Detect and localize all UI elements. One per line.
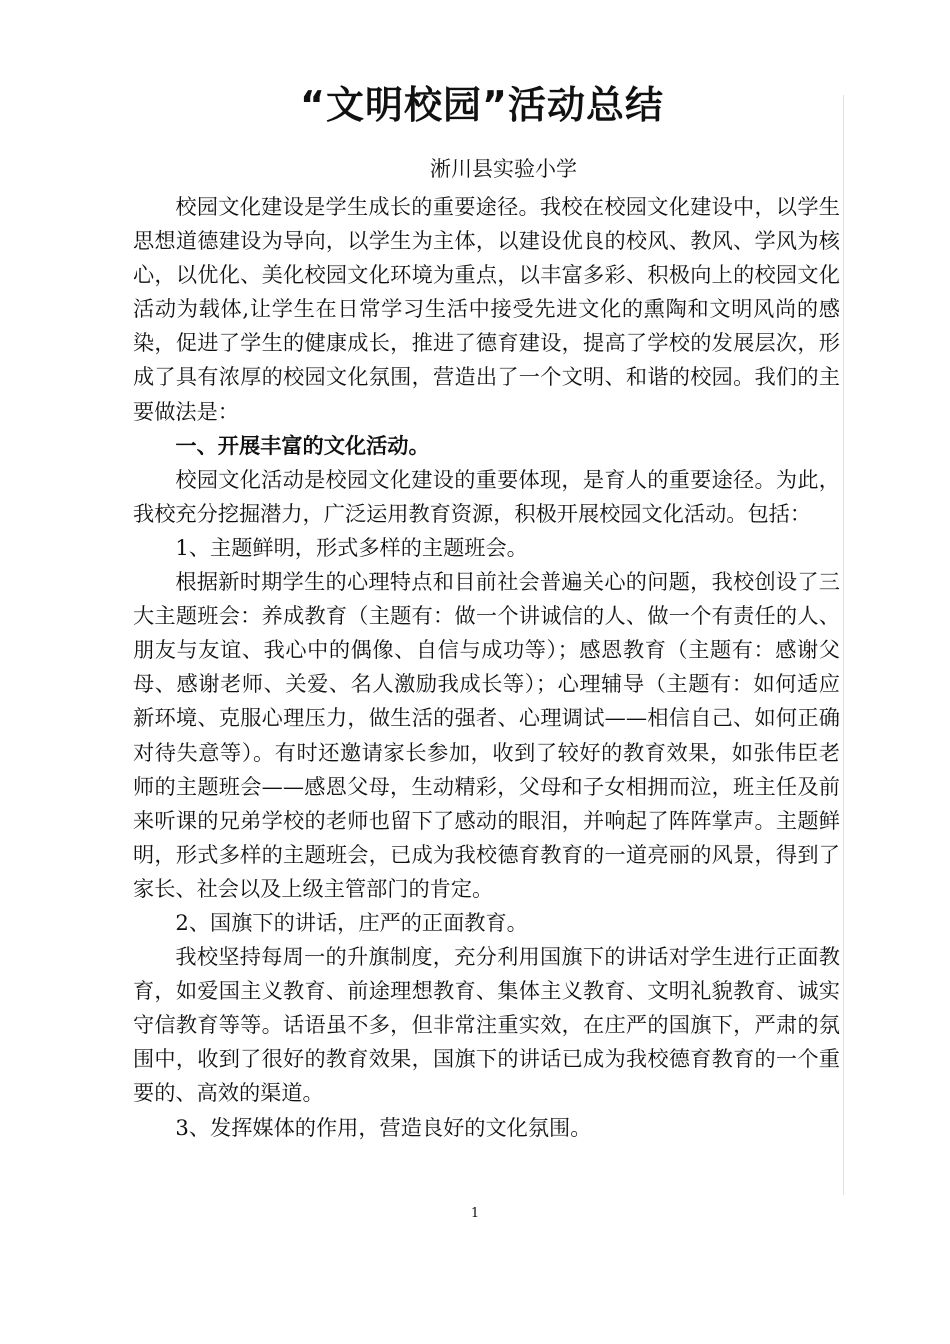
paragraph: 校园文化活动是校园文化建设的重要体现，是育人的重要途径。为此，我校充分挖掘潜力，广泛运用教育资源，积极开展校园文化活动。包括： — [133, 466, 840, 526]
page-number: 1 — [470, 1206, 480, 1221]
document-title: “文明校园”活动总结 — [300, 83, 664, 127]
subsection-heading: 2、国旗下的讲话，庄严的正面教育。 — [175, 909, 528, 935]
document-body — [133, 190, 840, 1145]
subsection-heading: 3、发挥媒体的作用，营造良好的文化氛围。 — [175, 1114, 592, 1140]
paragraph: 我校坚持每周一的升旗制度，充分利用国旗下的讲话对学生进行正面教育，如爱国主义教育、前途理想教育、集体主义教育、文明礼貌教育、诚实守信教育等等。话语虽不多，但非常注重实效，在庄严的国旗下，严肃的氛围中，收到了很好的教育效果，国旗下的讲话已成为我校德育教育的一个重要的、高效的渠道。 — [133, 944, 840, 1106]
page-margin-line — [843, 95, 844, 1195]
paragraph: 根据新时期学生的心理特点和目前社会普遍关心的问题，我校创设了三大主题班会：养成教育（主题有：做一个讲诚信的人、做一个有责任的人、朋友与友谊、我心中的偶像、自信与成功等）；感恩教育（主题有：感谢父母、感谢老师、关爱、名人激励我成长等）；心理辅导（主题有：如何适应新环境、克服心理压力，做生活的强者、心理调试——相信自己、如何正确对待失意等）。有时还邀请家长参加，收到了较好的教育效果，如张伟臣老师的主题班会——感恩父母，生动精彩，父母和子女相拥而泣，班主任及前来听课的兄弟学校的老师也留下了感动的眼泪，并响起了阵阵掌声。主题鲜明，形式多样的主题班会，已成为我校德育教育的一道亮丽的风景，得到了家长、社会以及上级主管部门的肯定。 — [133, 569, 840, 901]
subsection-heading: 1、主题鲜明，形式多样的主题班会。 — [175, 534, 528, 560]
paragraph-intro: 校园文化建设是学生成长的重要途径。我校在校园文化建设中，以学生思想道德建设为导向，以学生为主体，以建设优良的校风、教风、学风为核心，以优化、美化校园文化环境为重点，以丰富多彩、积极向上的校园文化活动为载体,让学生在日常学习生活中接受先进文化的熏陶和文明风尚的感染，促进了学生的健康成长，推进了德育建设，提高了学校的发展层次，形成了具有浓厚的校园文化氛围，营造出了一个文明、和谐的校园。我们的主要做法是： — [133, 194, 840, 424]
section-heading: 一、开展丰富的文化活动。 — [175, 432, 430, 458]
document-subtitle: 淅川县实验小学 — [430, 157, 577, 181]
